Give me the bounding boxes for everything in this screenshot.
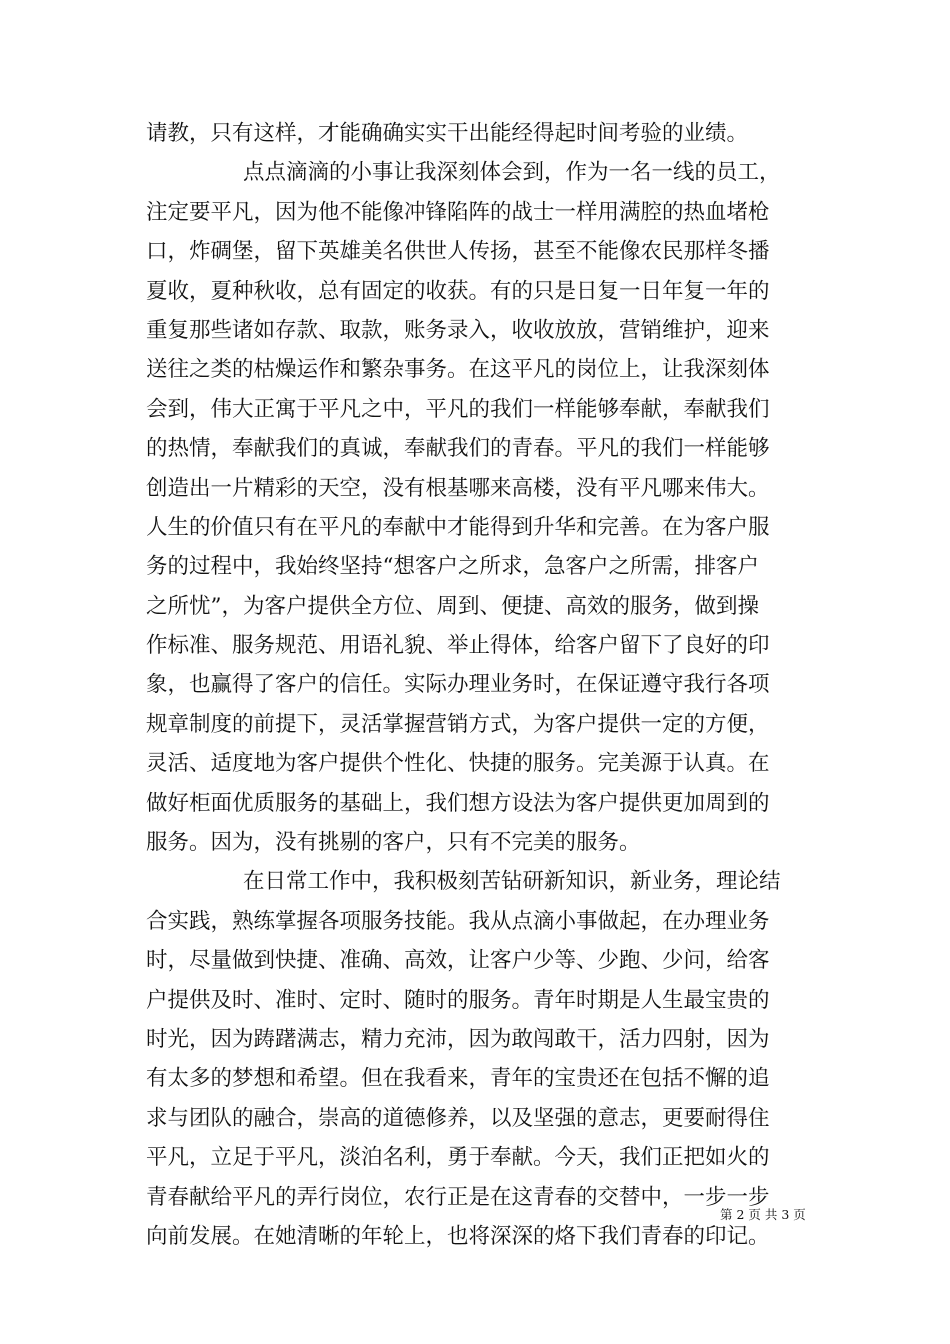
- text-line: 务的过程中，我始终坚持“想客户之所求，急客户之所需，排客户: [146, 554, 759, 580]
- text-line: 服务。因为，没有挑剔的客户，只有不完美的服务。: [146, 830, 641, 856]
- text-line: 注定要平凡，因为他不能像冲锋陷阵的战士一样用满腔的热血堵枪: [146, 199, 770, 225]
- page-number-footer: 第 2 页 共 3 页: [720, 1207, 806, 1222]
- text-line: 平凡，立足于平凡，淡泊名利，勇于奉献。今天，我们正把如火的: [146, 1145, 770, 1171]
- text-line: 之所忧”，为客户提供全方位、周到、便捷、高效的服务，做到操: [146, 593, 759, 619]
- text-line: 灵活、适度地为客户提供个性化、快捷的服务。完美源于认真。在: [146, 751, 770, 777]
- text-line: 规章制度的前提下，灵活掌握营销方式，为客户提供一定的方便，: [146, 711, 770, 737]
- text-line: 会到，伟大正寓于平凡之中，平凡的我们一样能够奉献，奉献我们: [146, 396, 770, 422]
- text-line: 请教，只有这样，才能确确实实干出能经得起时间考验的业绩。: [146, 121, 749, 146]
- text-line: 送往之类的枯燥运作和繁杂事务。在这平凡的岗位上，让我深刻体: [146, 357, 770, 383]
- text-line: 作标准、服务规范、用语礼貌、举止得体，给客户留下了良好的印: [146, 633, 770, 659]
- document-body: [146, 114, 806, 1256]
- text-line: 求与团队的融合，崇高的道德修养，以及坚强的意志，更要耐得住: [146, 1105, 770, 1131]
- text-line: 创造出一片精彩的天空，没有根基哪来高楼，没有平凡哪来伟大。: [146, 475, 770, 501]
- paragraph-start-line: 点点滴滴的小事让我深刻体会到，作为一名一线的员工，: [243, 160, 781, 186]
- text-line: 向前发展。在她清晰的年轮上，也将深深的烙下我们青春的印记。: [146, 1223, 770, 1249]
- text-line: 时光，因为踌躇满志，精力充沛，因为敢闯敢干，活力四射，因为: [146, 1026, 770, 1052]
- text-line: 时，尽量做到快捷、准确、高效，让客户少等、少跑、少问，给客: [146, 948, 770, 974]
- text-line: 象，也赢得了客户的信任。实际办理业务时，在保证遵守我行各项: [146, 672, 770, 698]
- text-line: 有太多的梦想和希望。但在我看来，青年的宝贵还在包括不懈的追: [146, 1066, 770, 1092]
- text-line: 口，炸碉堡，留下英雄美名供世人传扬，甚至不能像农民那样冬播: [146, 239, 770, 265]
- text-line: 青春献给平凡的弄行岗位，农行正是在这青春的交替中，一步一步: [146, 1184, 770, 1210]
- paragraph-start-line: 在日常工作中，我积极刻苦钻研新知识，新业务，理论结: [243, 869, 781, 895]
- text-line: 做好柜面优质服务的基础上，我们想方设法为客户提供更加周到的: [146, 790, 770, 816]
- text-line: 人生的价值只有在平凡的奉献中才能得到升华和完善。在为客户服: [146, 514, 770, 540]
- text-line: 的热情，奉献我们的真诚，奉献我们的青春。平凡的我们一样能够: [146, 436, 770, 462]
- text-line: 合实践，熟练掌握各项服务技能。我从点滴小事做起，在办理业务: [146, 908, 770, 934]
- text-line: 夏收，夏种秋收，总有固定的收获。有的只是日复一日年复一年的: [146, 278, 770, 304]
- text-line: 户提供及时、准时、定时、随时的服务。青年时期是人生最宝贵的: [146, 987, 770, 1013]
- text-line: 重复那些诸如存款、取款，账务录入，收收放放，营销维护，迎来: [146, 317, 770, 343]
